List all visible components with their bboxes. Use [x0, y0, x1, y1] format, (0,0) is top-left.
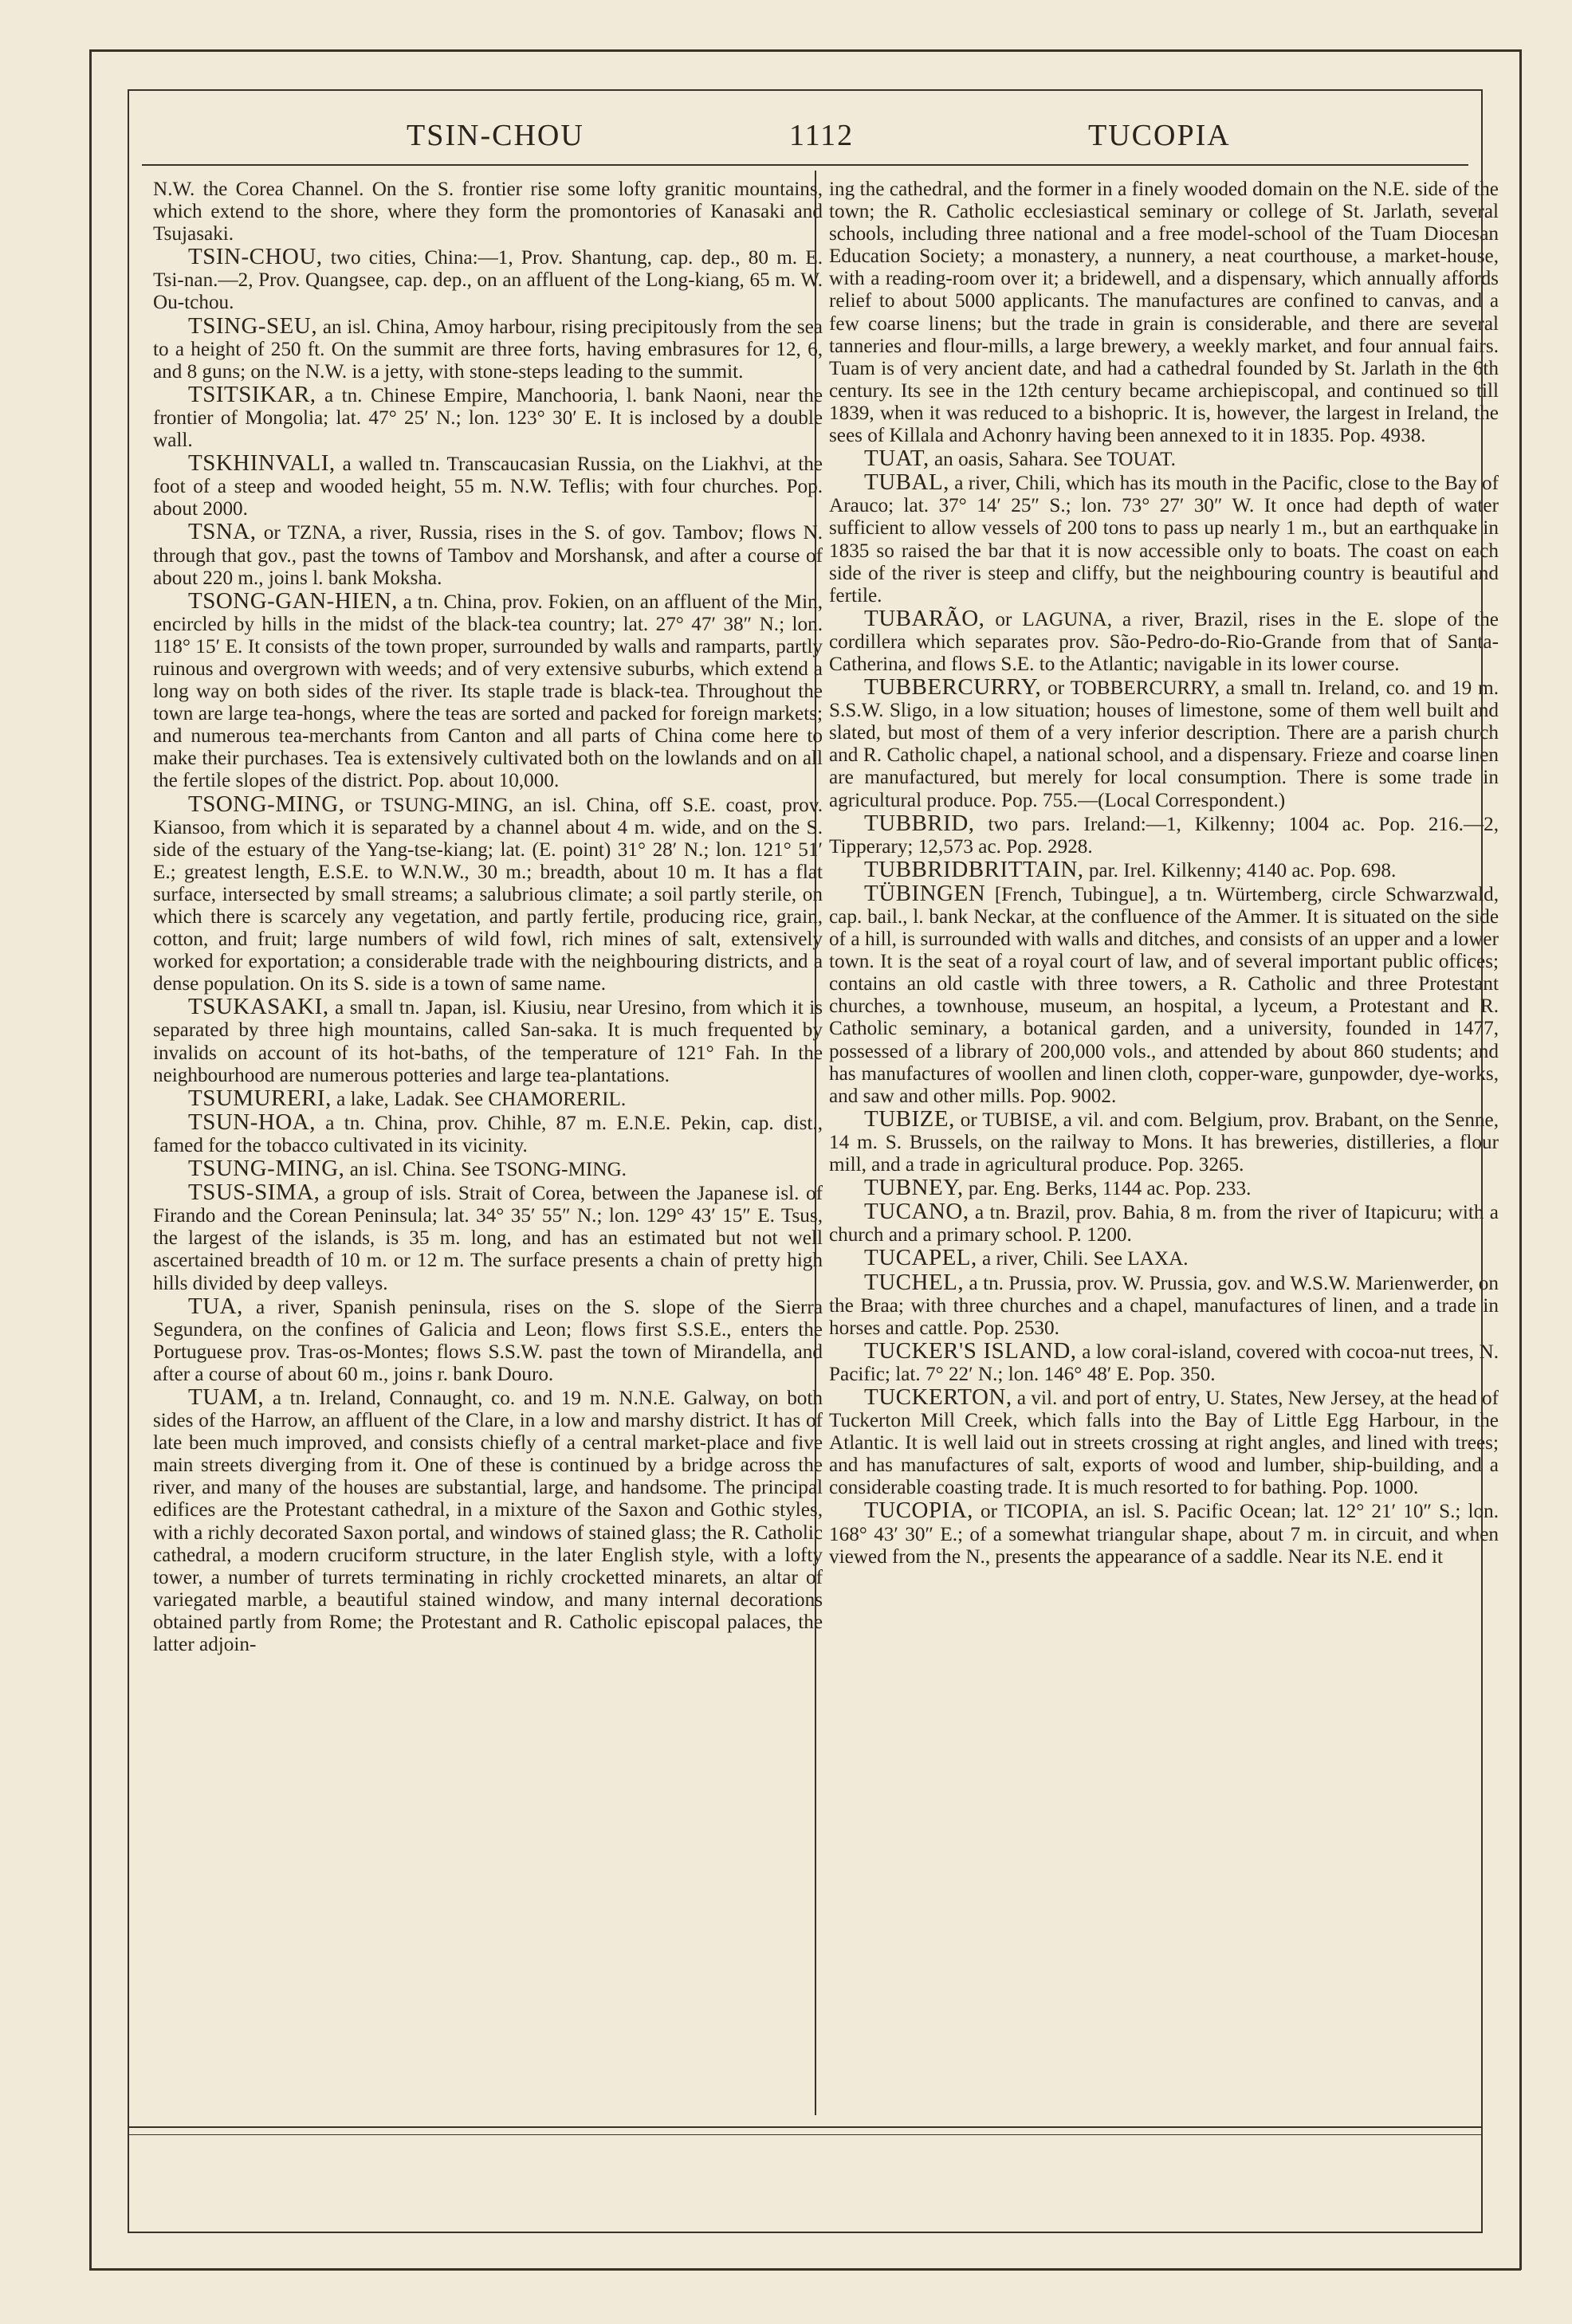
- right-column: [829, 177, 1499, 2114]
- gazetteer-entry: TUCKERTON, a vil. and port of entry, U. States, New Jersey, at the head of Tuckerton Mill Creek, which falls into the Bay of Little Egg Harbour, in the Atlantic. It is well laid out in streets crossing at right angles, and lined with trees; and has manufactures of salt, exports of wood and lumber, ship-building, and a considerable coasting trade. It is much resorted to for bathing. Pop. 1000.: [829, 1384, 1499, 1499]
- gazetteer-entry: TUBBERCURRY, or TOBBERCURRY, a small tn. Ireland, co. and 19 m. S.S.W. Sligo, in a low situation; houses of limestone, some of them well built and slated, but most of them of a very inferior description. There are a parish church and R. Catholic chapel, a national school, and a dispensary. Frieze and coarse linen are manufactured, but merely for local consumption. There is some trade in agricultural produce. Pop. 755.—(Local Correspondent.): [829, 674, 1499, 811]
- entry-headword: TUBBERCURRY,: [864, 674, 1042, 701]
- outer-frame-left: [89, 49, 92, 2270]
- entry-headword: TSUMURERI,: [188, 1085, 332, 1111]
- footer-rule-lower: [128, 2134, 1483, 2135]
- gazetteer-entry: TSITSIKAR, a tn. Chinese Empire, Manchooria, l. bank Naoni, near the frontier of Mongolia; lat. 47° 25′ N.; lon. 123° 30′ E. It is inclosed by a double wall.: [153, 381, 823, 452]
- entry-headword: TSITSIKAR,: [188, 381, 316, 407]
- left-column: [153, 177, 823, 2114]
- gazetteer-entry: TUCAPEL, a river, Chili. See LAXA.: [864, 1245, 1189, 1271]
- entry-headword: TUBAL,: [864, 469, 949, 496]
- gazetteer-entry: TSUNG-MING, an isl. China. See TSONG-MING.: [188, 1156, 627, 1182]
- entry-headword: TUCHEL,: [864, 1269, 965, 1295]
- gazetteer-entry: TUCOPIA, or TICOPIA, an isl. S. Pacific Ocean; lat. 12° 21′ 10″ S.; lon. 168° 43′ 30″ E.; of a somewhat triangular shape, about 7 m. in circuit, and when viewed from the N., presents the appearance of a saddle. Near its N.E. end it: [829, 1498, 1499, 1568]
- entry-headword: TSUNG-MING,: [188, 1156, 345, 1182]
- header-first-entry: TSIN-CHOU: [407, 119, 584, 152]
- entry-headword: TSNA,: [188, 519, 257, 545]
- footer-rule-upper: [128, 2126, 1483, 2128]
- gazetteer-entry: TÜBINGEN [French, Tubingue], a tn. Würtemberg, circle Schwarzwald, cap. bail., l. bank Neckar, at the confluence of the Ammer. It is situated on the side of a hill, is surrounded with walls and ditches, and consists of an upper and a lower town. It is the seat of a royal court of law, and of several important public offices; contains an old castle with three towers, a R. Catholic and three Protestant churches, a townhouse, museum, an hospital, a lyceum, a Protestant and R. Catholic seminary, a botanical garden, and a university, founded in 1477, possessed of a library of 200,000 vols., and attended by about 860 students; and has manufactures of woollen and linen cloth, copper-ware, gunpowder, dye-works, and saw and other mills. Pop. 9002.: [829, 880, 1499, 1107]
- page-number: 1112: [789, 119, 855, 152]
- entry-headword: TUAT,: [864, 446, 929, 472]
- gazetteer-entry: TSONG-GAN-HIEN, a tn. China, prov. Fokien, on an affluent of the Min, encircled by hills in the midst of the black-tea country; lat. 27° 47′ 38″ N.; lon. 118° 15′ E. It consists of the town proper, surrounded by walls and ramparts, partly ruinous and overgrown with weeds; and of very extensive suburbs, which extend a long way on both sides of the river. Its staple trade is black-tea. Throughout the town are large tea-hongs, where the teas are sorted and packed for foreign markets; and numerous tea-merchants from Canton and all parts of China come here to make their purchases. Tea is extensively cultivated both on the lowlands and on all the fertile slopes of the district. Pop. about 10,000.: [153, 587, 823, 792]
- gazetteer-entry: TSUN-HOA, a tn. China, prov. Chihle, 87 m. E.N.E. Pekin, cap. dist., famed for the tobacco cultivated in its vicinity.: [153, 1109, 823, 1156]
- entry-headword: TUBARÃO,: [864, 605, 985, 631]
- outer-frame-top: [89, 49, 1521, 52]
- gazetteer-entry: TUBAL, a river, Chili, which has its mouth in the Pacific, close to the Bay of Arauco; lat. 37° 14′ 25″ S.; lon. 73° 27′ 30″ W. It once had depth of water sufficient to allow vessels of 200 tons to pass up nearly 1 m., but an earthquake in 1835 so raised the bar that it is now accessible only to boats. The coast on each side of the river is steep and cliffy, but the neighbouring country is beautiful and fertile.: [829, 469, 1499, 607]
- entry-headword: TSONG-GAN-HIEN,: [188, 587, 398, 614]
- header-rule: [142, 164, 1468, 166]
- gazetteer-entry: TUCKER'S ISLAND, a low coral-island, covered with cocoa-nut trees, N. Pacific; lat. 7° 22′ N.; lon. 146° 48′ E. Pop. 350.: [829, 1337, 1499, 1385]
- entry-headword: TÜBINGEN: [864, 880, 986, 906]
- entry-headword: TUBBRID,: [864, 810, 975, 836]
- gazetteer-entry: TUBARÃO, or LAGUNA, a river, Brazil, rises in the E. slope of the cordillera which separates prov. São-Pedro-do-Rio-Grande from that of Santa-Catherina, and flows S.E. to the Atlantic; navigable in its lower course.: [829, 605, 1499, 675]
- entry-headword: TSUN-HOA,: [188, 1109, 316, 1135]
- entry-headword: TUA,: [188, 1293, 243, 1319]
- entry-headword: TUCKERTON,: [864, 1384, 1012, 1410]
- gazetteer-entry: TUBBRID, two pars. Ireland:—1, Kilkenny; 1004 ac. Pop. 216.—2, Tipperary; 12,573 ac. Pop. 2928.: [829, 810, 1499, 858]
- entry-headword: TUCANO,: [864, 1199, 969, 1225]
- entry-headword: TSIN-CHOU,: [188, 244, 323, 270]
- outer-frame-bottom: [89, 2268, 1521, 2271]
- gazetteer-entry: TUBNEY, par. Eng. Berks, 1144 ac. Pop. 233.: [864, 1175, 1252, 1201]
- gazetteer-entry: TSUMURERI, a lake, Ladak. See CHAMORERIL.: [188, 1085, 627, 1111]
- gazetteer-entry: TSUS-SIMA, a group of isls. Strait of Corea, between the Japanese isl. of Firando and the Corean Peninsula; lat. 34° 35′ 55″ N.; lon. 129° 43′ 15″ E. Tsus, the largest of the islands, is 35 m. long, and has an estimated but not well ascertained breadth of 10 m. or 12 m. The surface presents a chain of pretty high hills divided by deep valleys.: [153, 1180, 823, 1294]
- entry-headword: TUBNEY,: [864, 1175, 964, 1201]
- gazetteer-entry: TSONG-MING, or TSUNG-MING, an isl. China, off S.E. coast, prov. Kiansoo, from which it is separated by a channel about 4 m. wide, and on the S. side of the estuary of the Yang-tse-kiang; lat. (E. point) 31° 28′ N.; lon. 121° 51′ E.; greatest length, E.S.E. to W.N.W., 30 m.; breadth, about 10 m. It has a flat surface, intersected by small streams; a salubrious climate; a soil partly sterile, on which there is scarcely any vegetation, and partly fertile, producing rice, grain, cotton, and fruit; large numbers of wild fowl, rich mines of salt, extensively worked for exportation; a considerable trade with the neighbouring districts, and a dense population. On its S. side is a town of same name.: [153, 791, 823, 995]
- gazetteer-entry: ing the cathedral, and the former in a finely wooded domain on the N.E. side of the town; the R. Catholic ecclesiastical seminary or college of St. Jarlath, several schools, including three national and a free model-school of the Tuam Diocesan Education Society; a monastery, a nunnery, a neat courthouse, a market-house, with a reading-room over it; a bridewell, and a dispensary, which annually affords relief to about 5000 applicants. The manufactures are confined to canvas, and a few coarse linens; but the trade in grain is considerable, and there are several tanneries and flour-mills, a large brewery, a weekly market, and four annual fairs. Tuam is of very ancient date, and had a cathedral founded by St. Jarlath in the 6th century. Its see in the 12th century became archiepiscopal, and continued so till 1839, when it was reduced to a bishopric. It is, however, the largest in Ireland, the sees of Killala and Achonry having been annexed to it in 1835. Pop. 4938.: [829, 179, 1499, 447]
- gazetteer-entry: TUBBRIDBRITTAIN, par. Irel. Kilkenny; 4140 ac. Pop. 698.: [864, 856, 1397, 882]
- gazetteer-entry: TUBIZE, or TUBISE, a vil. and com. Belgium, prov. Brabant, on the Senne, 14 m. S. Brussels, on the railway to Mons. It has breweries, distilleries, a flour mill, and a trade in agricultural produce. Pop. 3265.: [829, 1105, 1499, 1176]
- gazetteer-entry: TSING-SEU, an isl. China, Amoy harbour, rising precipitously from the sea to a height of 250 ft. On the summit are three forts, having embrasures for 12, 6, and 8 guns; on the N.W. is a jetty, with stone-steps leading to the summit.: [153, 312, 823, 383]
- entry-headword: TSUS-SIMA,: [188, 1180, 320, 1206]
- entry-headword: TSKHINVALI,: [188, 450, 336, 477]
- gazetteer-entry: N.W. the Corea Channel. On the S. frontier rise some lofty granitic mountains, which extend to the shore, where they form the promontories of Kanasaki and Tsujasaki.: [153, 179, 823, 245]
- outer-frame-right: [1519, 49, 1522, 2270]
- gazetteer-entry: TSIN-CHOU, two cities, China:—1, Prov. Shantung, cap. dep., 80 m. E. Tsi-nan.—2, Prov. Quangsee, cap. dep., on an affluent of the Long-kiang, 65 m. W. Ou-tchou.: [153, 244, 823, 314]
- header-last-entry: TUCOPIA: [1088, 119, 1231, 152]
- inner-frame-left: [128, 89, 129, 2233]
- gazetteer-entry: TSKHINVALI, a walled tn. Transcaucasian Russia, on the Liakhvi, at the foot of a steep and wooded height, 55 m. N.W. Teflis; with four churches. Pop. about 2000.: [153, 450, 823, 520]
- entry-headword: TUAM,: [188, 1384, 265, 1410]
- entry-headword: TSONG-MING,: [188, 791, 345, 817]
- gazetteer-entry: TUCHEL, a tn. Prussia, prov. W. Prussia, gov. and W.S.W. Marienwerder, on the Braa; with three churches and a chapel, manufactures of linen, and a trade in horses and cattle. Pop. 2530.: [829, 1269, 1499, 1339]
- entry-headword: TSUKASAKI,: [188, 994, 329, 1020]
- inner-frame-bottom: [128, 2232, 1483, 2233]
- entry-headword: TUBIZE,: [864, 1105, 955, 1132]
- inner-frame-top: [128, 89, 1483, 91]
- entry-headword: TUBBRIDBRITTAIN,: [864, 856, 1084, 882]
- entry-headword: TSING-SEU,: [188, 312, 318, 339]
- entry-headword: TUCKER'S ISLAND,: [864, 1337, 1077, 1364]
- gazetteer-entry: TSNA, or TZNA, a river, Russia, rises in the S. of gov. Tambov; flows N. through that gov., past the towns of Tambov and Morshansk, and after a course of about 220 m., joins l. bank Moksha.: [153, 519, 823, 589]
- gazetteer-entry: TUA, a river, Spanish peninsula, rises on the S. slope of the Sierra Segundera, on the confines of Galicia and Leon; flows first S.S.E., enters the Portuguese prov. Tras-os-Montes; flows S.S.W. past the town of Mirandella, and after a course of about 60 m., joins r. bank Douro.: [153, 1293, 823, 1385]
- entry-headword: TUCOPIA,: [864, 1498, 973, 1524]
- gazetteer-entry: TUCANO, a tn. Brazil, prov. Bahia, 8 m. from the river of Itapicuru; with a church and a primary school. P. 1200.: [829, 1199, 1499, 1246]
- running-header: [136, 118, 1475, 161]
- entry-headword: TUCAPEL,: [864, 1245, 977, 1271]
- gazetteer-entry: TUAT, an oasis, Sahara. See TOUAT.: [864, 446, 1176, 472]
- gazetteer-entry: TUAM, a tn. Ireland, Connaught, co. and 19 m. N.N.E. Galway, on both sides of the Harrow, an affluent of the Clare, in a low and marshy district. It has of late been much improved, and consists chiefly of a central market-place and five main streets diverging from it. One of these is continued by a bridge across the river, and many of the houses are substantial, large, and handsome. The principal edifices are the Protestant cathedral, in a mixture of the Saxon and Gothic styles, with a richly decorated Saxon portal, and windows of stained glass; the R. Catholic cathedral, a modern cruciform structure, in the later English style, with a lofty tower, a number of turrets terminating in richly crocketted minarets, an altar of variegated marble, a beautiful stained window, and many internal decorations obtained partly from Rome; the Protestant and R. Catholic episcopal palaces, the latter adjoin-: [153, 1384, 823, 1655]
- gazetteer-entry: TSUKASAKI, a small tn. Japan, isl. Kiusiu, near Uresino, from which it is separated by three high mountains, called San-saka. It is much frequented by invalids on account of its hot-baths, of the temperature of 121° Fah. In the neighbourhood are numerous potteries and large tea-plantations.: [153, 994, 823, 1086]
